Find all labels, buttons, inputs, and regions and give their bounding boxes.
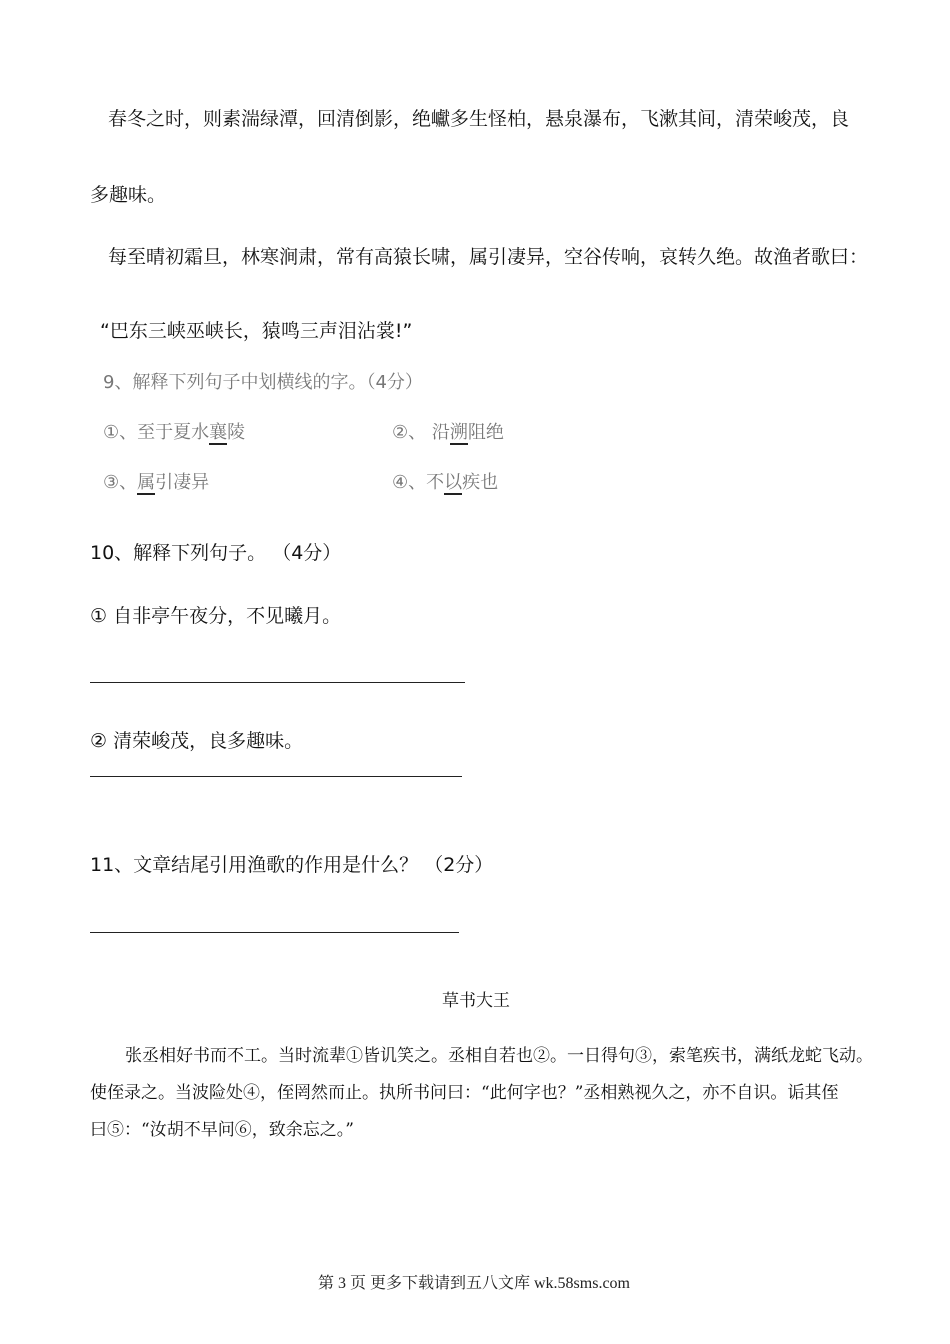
question-9-item-4 [392,468,498,494]
item-4-suffix: 疾也 [462,472,499,493]
question-10-sentence-1: ① 自非亭午夜分，不见曦月。 [90,605,342,627]
story-line-3: 曰⑤：“汝胡不早问⑥，致余忘之。” [90,1120,354,1140]
question-9-item-1 [103,418,245,444]
item-4-underlined: 以 [444,472,463,493]
question-9-item-3 [103,468,209,494]
item-2-underlined: 溯 [449,422,468,443]
question-9-item-2 [392,418,504,444]
answer-line-1[interactable] [90,682,465,683]
item-1-underlined: 襄 [209,422,228,443]
item-4-prefix: ④、不 [392,472,445,493]
item-3-prefix: ③、 [103,472,138,493]
question-10-sentence-2: ② 清荣峻茂，良多趣味。 [90,730,304,752]
item-3-underlined: 属 [137,472,156,493]
passage-line-1: 春冬之时，则素湍绿潭，回清倒影，绝巘多生怪柏，悬泉瀑布，飞漱其间，清荣峻茂，良 [108,108,850,130]
passage-line-2: 多趣味。 [90,184,167,206]
question-11-title: 11、文章结尾引用渔歌的作用是什么？ （2分） [90,854,494,876]
answer-line-3[interactable] [90,932,459,933]
question-9-title: 9、解释下列句子中划横线的字。（4分） [103,372,423,393]
item-2-prefix: ②、 沿 [392,422,450,443]
story-line-1: 张丞相好书而不工。当时流辈①皆讥笑之。丞相自若也②。一日得句③，索笔疾书，满纸龙蛇飞动。 [125,1046,873,1066]
page-footer: 第 3 页 更多下载请到五八文库 wk.58sms.com [318,1275,631,1292]
answer-line-2[interactable] [90,776,462,777]
story-title: 草书大王 [442,991,510,1011]
passage-line-4: “巴东三峡巫峡长，猿鸣三声泪沾裳!” [100,320,413,342]
question-10-title: 10、解释下列句子。 （4分） [90,542,342,564]
story-line-2: 使侄录之。当波险处④，侄罔然而止。执所书问曰：“此何字也？”丞相熟视久之，亦不自识。诟其侄 [90,1083,839,1103]
item-1-prefix: ①、至于夏水 [103,422,210,443]
item-3-suffix: 引凄异 [155,472,210,493]
item-2-suffix: 阻绝 [467,422,504,443]
passage-line-3: 每至晴初霜旦，林寒涧肃，常有高猿长啸，属引凄异，空谷传响，哀转久绝。故渔者歌曰： [108,246,869,268]
item-1-suffix: 陵 [227,422,246,443]
